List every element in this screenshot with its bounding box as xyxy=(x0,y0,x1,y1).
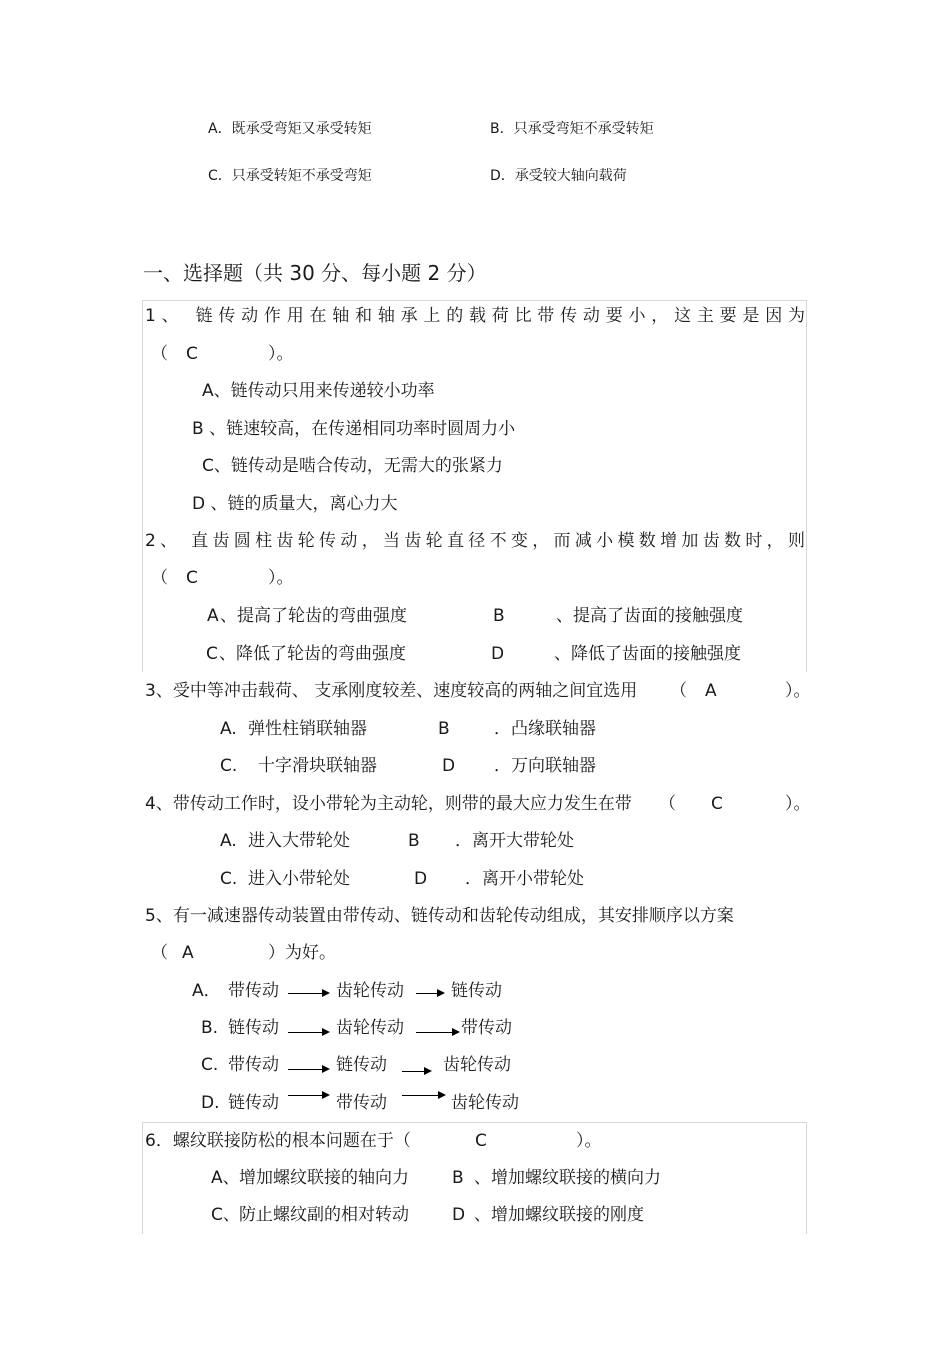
arrow-icon xyxy=(402,1071,430,1072)
q4-paren-open: （ xyxy=(659,794,676,814)
q4-answer: C xyxy=(711,794,723,814)
q4-option-c-text: 进入小带轮处 xyxy=(248,869,350,889)
q2-option-c-letter: C xyxy=(206,644,218,664)
q5-paren-open: （ xyxy=(151,943,168,963)
q4-stem: 4、带传动工作时，设小带轮为主动轮，则带的最大应力发生在带 xyxy=(145,794,632,814)
prev-option-a: A．既承受弯矩又承受转矩 xyxy=(208,121,372,137)
q5-option-b-letter: B. xyxy=(201,1018,219,1038)
q3-option-b-text: ．凸缘联轴器 xyxy=(494,719,596,739)
q1-option-b: B 、链速较高，在传递相同功率时圆周力小 xyxy=(192,419,516,439)
arrow-icon xyxy=(288,1069,328,1070)
arrow-icon xyxy=(402,1095,444,1096)
q6-option-a-text: 增加螺纹联接的轴向力 xyxy=(239,1168,409,1188)
q2-paren-open: （ xyxy=(151,568,168,588)
q3-paren-open: （ xyxy=(670,681,687,701)
q5-paren-close: ）为好。 xyxy=(268,943,336,963)
q2-stem: 2、 直齿圆柱齿轮传动，当齿轮直径不变，而减小模数增加齿数时，则 xyxy=(145,531,805,551)
q5-option-c-second: 链传动 xyxy=(336,1055,387,1075)
arrow-icon xyxy=(288,1095,328,1096)
q4-option-c-letter: C. xyxy=(220,869,238,889)
q5-option-d-first: 链传动 xyxy=(228,1093,279,1113)
q1-option-c: C、链传动是啮合传动，无需大的张紧力 xyxy=(202,456,503,476)
q6-answer: C xyxy=(475,1131,487,1151)
q5-option-a-third: 链传动 xyxy=(451,981,502,1001)
q5-answer: A xyxy=(182,943,194,963)
q5-option-c-letter: C. xyxy=(201,1055,219,1075)
q1-answer: C xyxy=(186,344,198,364)
q3-option-d-letter: D xyxy=(442,756,456,776)
q5-option-d-third: 齿轮传动 xyxy=(451,1093,519,1113)
q6-option-c-letter: C、 xyxy=(211,1205,240,1225)
q1-paren-close: ）。 xyxy=(268,344,294,364)
arrow-icon xyxy=(416,993,443,994)
q4-option-a-letter: A. xyxy=(220,831,237,851)
q4-option-a-text: 进入大带轮处 xyxy=(248,831,350,851)
arrow-icon xyxy=(288,993,328,994)
q5-option-a-letter: A． xyxy=(192,981,221,1001)
arrow-icon xyxy=(288,1032,328,1033)
q6-option-d-text: 、增加螺纹联接的刚度 xyxy=(474,1205,644,1225)
q5-option-a-second: 齿轮传动 xyxy=(336,981,404,1001)
q3-option-b-letter: B xyxy=(438,719,450,739)
q2-answer: C xyxy=(186,568,198,588)
q2-option-c-text: 、降低了轮齿的弯曲强度 xyxy=(219,644,406,664)
q3-answer: A xyxy=(705,681,717,701)
q5-option-b-first: 链传动 xyxy=(228,1018,279,1038)
q6-stem: 6．螺纹联接防松的根本问题在于（ xyxy=(145,1131,411,1151)
q1-option-a: A、链传动只用来传递较小功率 xyxy=(202,381,435,401)
prev-option-c: C．只承受转矩不承受弯矩 xyxy=(208,168,372,184)
q2-option-a-text: 、提高了轮齿的弯曲强度 xyxy=(220,606,407,626)
q1-paren-open: （ xyxy=(151,344,168,364)
q6-option-b-letter: B xyxy=(452,1168,464,1188)
q2-option-d-text: 、降低了齿面的接触强度 xyxy=(554,644,741,664)
q4-option-d-letter: D xyxy=(414,869,428,889)
q3-option-c-letter: C. xyxy=(220,756,238,776)
q3-option-c-text: 十字滑块联轴器 xyxy=(258,756,377,776)
q5-option-d-second: 带传动 xyxy=(336,1093,387,1113)
section-title: 一、选择题（共 30 分、每小题 2 分） xyxy=(143,261,487,285)
q4-option-b-text: ．离开大带轮处 xyxy=(455,831,574,851)
q2-option-b-letter: B xyxy=(493,606,505,626)
q6-option-b-text: 、增加螺纹联接的横向力 xyxy=(474,1168,661,1188)
q5-option-c-first: 带传动 xyxy=(228,1055,279,1075)
prev-option-d: D．承受较大轴向载荷 xyxy=(490,168,627,184)
q1-stem: 1、 链传动作用在轴和轴承上的载荷比带传动要小，这主要是因为 xyxy=(145,306,805,326)
q4-paren-close: ）。 xyxy=(785,794,811,814)
q3-option-a-letter: A. xyxy=(220,719,237,739)
prev-option-b: B．只承受弯矩不承受转矩 xyxy=(490,121,654,137)
q2-paren-close: ）。 xyxy=(268,568,294,588)
q4-option-d-text: ．离开小带轮处 xyxy=(465,869,584,889)
q5-option-b-second: 齿轮传动 xyxy=(336,1018,404,1038)
q5-option-a-first: 带传动 xyxy=(228,981,279,1001)
q5-stem: 5、有一减速器传动装置由带传动、链传动和齿轮传动组成，其安排顺序以方案 xyxy=(145,906,734,926)
q6-paren-close: ）。 xyxy=(576,1131,602,1151)
q2-option-b-text: 、提高了齿面的接触强度 xyxy=(556,606,743,626)
q3-option-a-text: 弹性柱销联轴器 xyxy=(248,719,367,739)
q3-paren-close: ）。 xyxy=(785,681,811,701)
arrow-icon xyxy=(416,1032,458,1033)
q6-option-a-letter: A、 xyxy=(211,1168,240,1188)
q2-option-a-letter: A xyxy=(207,606,219,626)
q6-option-c-text: 防止螺纹副的相对转动 xyxy=(239,1205,409,1225)
q4-option-b-letter: B xyxy=(408,831,420,851)
q5-option-c-third: 齿轮传动 xyxy=(443,1055,511,1075)
q2-option-d-letter: D xyxy=(491,644,505,664)
q3-option-d-text: ．万向联轴器 xyxy=(494,756,596,776)
q6-option-d-letter: D xyxy=(452,1205,466,1225)
q3-stem: 3、受中等冲击载荷、 支承刚度较差、速度较高的两轴之间宜选用 xyxy=(145,681,638,701)
q5-option-d-letter: D. xyxy=(201,1093,220,1113)
q5-option-b-third: 带传动 xyxy=(461,1018,512,1038)
q1-option-d: D 、链的质量大，离心力大 xyxy=(192,494,398,514)
